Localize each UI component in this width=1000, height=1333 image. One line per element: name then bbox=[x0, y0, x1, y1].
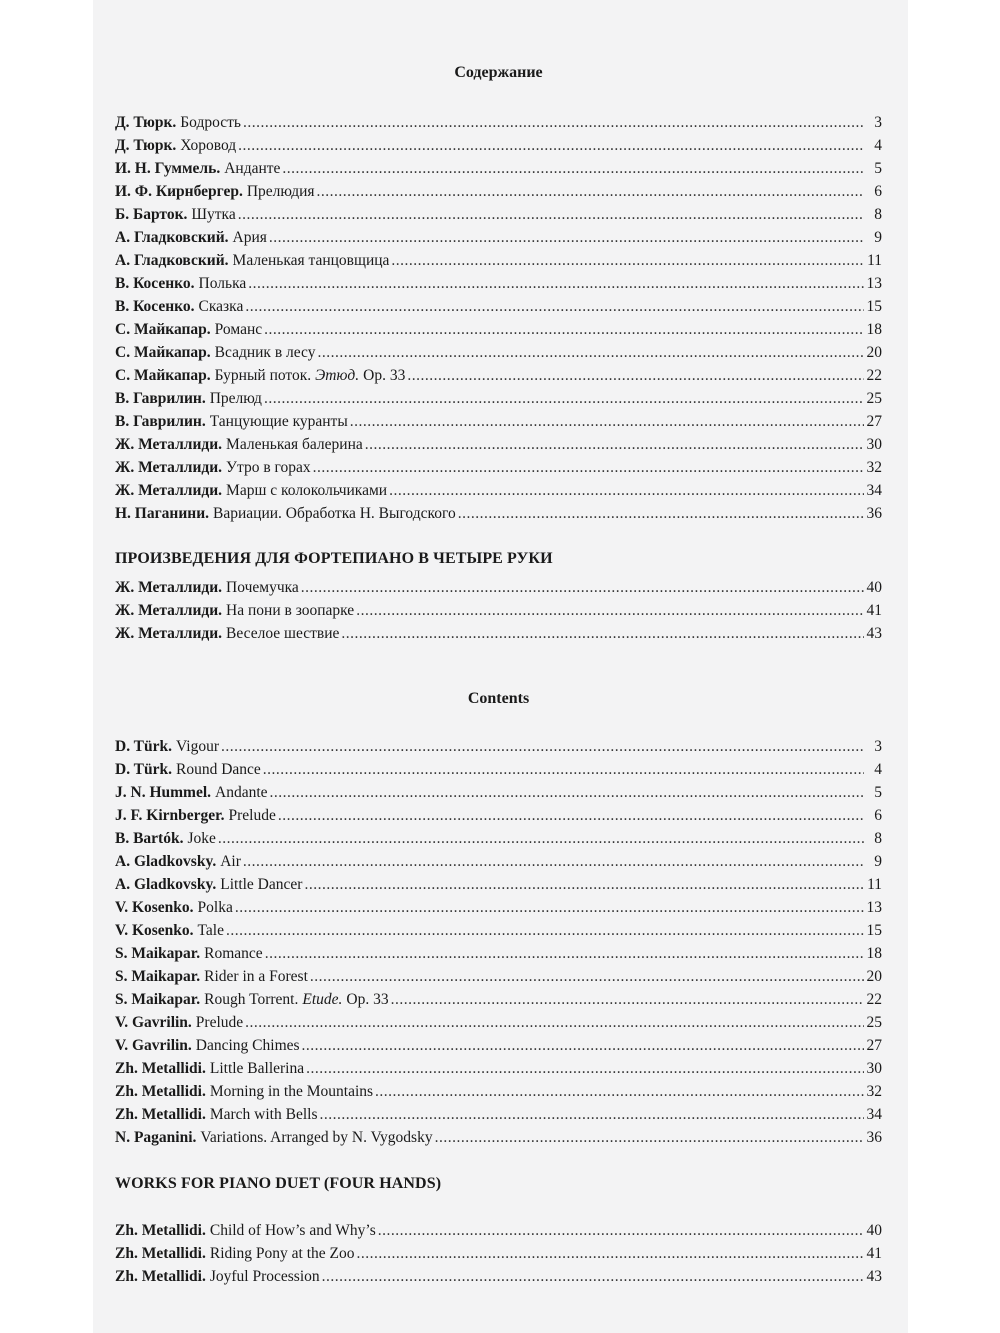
toc-entry bbox=[115, 1265, 882, 1288]
toc-title: Joyful Procession bbox=[209, 1268, 320, 1285]
dot-leader bbox=[458, 502, 864, 525]
toc-page-number: 30 bbox=[866, 1060, 882, 1077]
toc-composer: V. Kosenko. bbox=[115, 899, 194, 916]
toc-composer: N. Paganini. bbox=[115, 1129, 197, 1146]
toc-composer: Ж. Металлиди. bbox=[115, 459, 223, 476]
toc-page-number: 40 bbox=[866, 579, 882, 596]
toc-entry bbox=[115, 1080, 882, 1103]
toc-title: Сказка bbox=[198, 298, 244, 315]
toc-composer: Д. Тюрк. bbox=[115, 114, 177, 131]
toc-title: Riding Pony at the Zoo bbox=[209, 1245, 355, 1262]
toc-page-number: 30 bbox=[866, 436, 882, 453]
dot-leader bbox=[238, 134, 864, 157]
toc-composer: А. Гладковский. bbox=[115, 252, 229, 269]
toc-title: Маленькая танцовщица bbox=[232, 252, 390, 269]
toc-entry bbox=[115, 410, 882, 433]
toc-title: Бодрость bbox=[180, 114, 241, 131]
toc-page-number: 34 bbox=[866, 1106, 882, 1123]
toc-page-number: 18 bbox=[866, 945, 882, 962]
toc-entry bbox=[115, 1242, 882, 1265]
toc-page-number: 41 bbox=[866, 1245, 882, 1262]
dot-leader bbox=[317, 180, 864, 203]
toc-page-number: 27 bbox=[866, 1037, 882, 1054]
toc-title: Утро в горах bbox=[226, 459, 311, 476]
toc-title: Little Ballerina bbox=[209, 1060, 305, 1077]
toc-page-number: 15 bbox=[866, 922, 882, 939]
toc-page-number: 20 bbox=[866, 968, 882, 985]
toc-title: Rider in a Forest bbox=[204, 968, 308, 985]
dot-leader bbox=[304, 873, 864, 896]
toc-title: Маленькая балерина bbox=[226, 436, 363, 453]
toc-entry bbox=[115, 576, 882, 599]
toc-entry bbox=[115, 850, 882, 873]
dot-leader bbox=[278, 804, 864, 827]
toc-entry bbox=[115, 433, 882, 456]
toc-entry bbox=[115, 295, 882, 318]
toc-entry bbox=[115, 599, 882, 622]
toc-composer: Ж. Металлиди. bbox=[115, 436, 223, 453]
toc-page-number: 40 bbox=[866, 1222, 882, 1239]
ru-contents-heading: Содержание bbox=[454, 64, 543, 81]
toc-entry bbox=[115, 988, 882, 1011]
toc-entry bbox=[115, 1011, 882, 1034]
toc-title-suffix: Op. 33 bbox=[363, 367, 406, 384]
en-contents-heading: Contents bbox=[467, 690, 530, 707]
toc-title: Прелюдия bbox=[246, 183, 315, 200]
toc-entry bbox=[115, 1103, 882, 1126]
toc-page-number: 15 bbox=[866, 298, 882, 315]
toc-entry bbox=[115, 622, 882, 645]
dot-leader bbox=[341, 622, 864, 645]
toc-composer: Ж. Металлиди. bbox=[115, 482, 223, 499]
dot-leader bbox=[302, 1034, 864, 1057]
toc-composer: С. Майкапар. bbox=[115, 321, 211, 338]
toc-composer: В. Косенко. bbox=[115, 298, 195, 315]
toc-entry bbox=[115, 111, 882, 134]
ru-duet-list bbox=[115, 576, 882, 645]
toc-composer: Zh. Metallidi. bbox=[115, 1060, 206, 1077]
toc-entry bbox=[115, 1219, 882, 1242]
toc-page-number: 22 bbox=[866, 367, 882, 384]
toc-title: Хоровод bbox=[180, 137, 237, 154]
toc-title: Prelude bbox=[195, 1014, 244, 1031]
toc-composer: Zh. Metallidi. bbox=[115, 1245, 206, 1262]
toc-title: Бурный поток. bbox=[214, 367, 312, 384]
dot-leader bbox=[243, 111, 864, 134]
toc-title: Веселое шествие bbox=[226, 625, 340, 642]
toc-entry bbox=[115, 735, 882, 758]
toc-entry bbox=[115, 942, 882, 965]
dot-leader bbox=[248, 272, 864, 295]
toc-title: Почемучка bbox=[226, 579, 299, 596]
toc-entry bbox=[115, 502, 882, 525]
toc-composer: В. Гаврилин. bbox=[115, 413, 206, 430]
toc-title-italic: Etude. bbox=[302, 991, 343, 1008]
toc-entry bbox=[115, 1034, 882, 1057]
ru-contents bbox=[115, 64, 882, 525]
toc-composer: Н. Паганини. bbox=[115, 505, 209, 522]
toc-entry bbox=[115, 203, 882, 226]
dot-leader bbox=[221, 735, 864, 758]
toc-page-number: 27 bbox=[866, 413, 882, 430]
toc-page-number: 43 bbox=[866, 625, 882, 642]
en-contents bbox=[115, 690, 882, 1149]
toc-page-number: 41 bbox=[866, 602, 882, 619]
toc-page-number: 3 bbox=[874, 114, 882, 131]
dot-leader bbox=[270, 781, 864, 804]
toc-title: Romance bbox=[204, 945, 263, 962]
dot-leader bbox=[313, 456, 864, 479]
toc-title: Всадник в лесу bbox=[214, 344, 316, 361]
dot-leader bbox=[391, 988, 864, 1011]
dot-leader bbox=[365, 433, 864, 456]
toc-entry bbox=[115, 226, 882, 249]
toc-composer: В. Косенко. bbox=[115, 275, 195, 292]
toc-entry bbox=[115, 965, 882, 988]
toc-entry bbox=[115, 758, 882, 781]
toc-page-number: 4 bbox=[874, 137, 882, 154]
toc-title: Dancing Chimes bbox=[195, 1037, 300, 1054]
dot-leader bbox=[245, 1011, 864, 1034]
toc-composer: Zh. Metallidi. bbox=[115, 1106, 206, 1123]
dot-leader bbox=[235, 896, 864, 919]
toc-entry bbox=[115, 873, 882, 896]
toc-page-number: 4 bbox=[874, 761, 882, 778]
toc-composer: Д. Тюрк. bbox=[115, 137, 177, 154]
dot-leader bbox=[243, 850, 864, 873]
toc-title: Ария bbox=[232, 229, 267, 246]
toc-composer: Ж. Металлиди. bbox=[115, 579, 223, 596]
toc-entry bbox=[115, 804, 882, 827]
toc-composer: A. Gladkovsky. bbox=[115, 876, 217, 893]
toc-page-number: 36 bbox=[866, 1129, 882, 1146]
dot-leader bbox=[218, 827, 864, 850]
toc-title: Joke bbox=[187, 830, 216, 847]
toc-page-number: 8 bbox=[874, 830, 882, 847]
toc-composer: S. Maikapar. bbox=[115, 991, 201, 1008]
dot-leader bbox=[269, 226, 864, 249]
dot-leader bbox=[238, 203, 864, 226]
toc-entry bbox=[115, 781, 882, 804]
toc-title: Andante bbox=[215, 784, 268, 801]
toc-composer: V. Gavrilin. bbox=[115, 1014, 192, 1031]
toc-entry bbox=[115, 364, 882, 387]
dot-leader bbox=[322, 1265, 864, 1288]
toc-page-number: 13 bbox=[866, 899, 882, 916]
dot-leader bbox=[375, 1080, 864, 1103]
toc-composer: Zh. Metallidi. bbox=[115, 1083, 206, 1100]
toc-composer: С. Майкапар. bbox=[115, 367, 211, 384]
toc-page-number: 11 bbox=[867, 252, 882, 269]
dot-leader bbox=[306, 1057, 864, 1080]
toc-entry bbox=[115, 341, 882, 364]
toc-entry bbox=[115, 1057, 882, 1080]
toc-page-number: 9 bbox=[874, 853, 882, 870]
dot-leader bbox=[301, 576, 864, 599]
toc-page-number: 34 bbox=[866, 482, 882, 499]
toc-entry bbox=[115, 157, 882, 180]
toc-page-number: 20 bbox=[866, 344, 882, 361]
toc-composer: Ж. Металлиди. bbox=[115, 602, 223, 619]
toc-title: Round Dance bbox=[176, 761, 261, 778]
toc-page-number: 25 bbox=[866, 390, 882, 407]
toc-title: Child of How’s and Why’s bbox=[209, 1222, 376, 1239]
toc-title: Танцующие куранты bbox=[209, 413, 348, 430]
toc-title: Prelude bbox=[228, 807, 276, 824]
toc-page-number: 25 bbox=[866, 1014, 882, 1031]
toc-title: Марш с колокольчиками bbox=[226, 482, 388, 499]
toc-title: Полька bbox=[198, 275, 247, 292]
toc-entry bbox=[115, 318, 882, 341]
dot-leader bbox=[265, 942, 864, 965]
ru-duet-heading: ПРОИЗВЕДЕНИЯ ДЛЯ ФОРТЕПИАНО В ЧЕТЫРЕ РУКИ bbox=[115, 550, 553, 567]
toc-page-number: 8 bbox=[874, 206, 882, 223]
toc-composer: V. Kosenko. bbox=[115, 922, 194, 939]
toc-entry bbox=[115, 180, 882, 203]
dot-leader bbox=[264, 387, 864, 410]
dot-leader bbox=[407, 364, 864, 387]
toc-composer: В. Гаврилин. bbox=[115, 390, 206, 407]
dot-leader bbox=[226, 919, 864, 942]
toc-page-number: 5 bbox=[874, 784, 882, 801]
toc-page-number: 36 bbox=[866, 505, 882, 522]
en-entry-list bbox=[115, 735, 882, 1149]
toc-entry bbox=[115, 1126, 882, 1149]
toc-title: На пони в зоопарке bbox=[226, 602, 355, 619]
toc-page-number: 6 bbox=[874, 183, 882, 200]
toc-composer: Б. Барток. bbox=[115, 206, 188, 223]
toc-composer: А. Гладковский. bbox=[115, 229, 229, 246]
toc-composer: J. N. Hummel. bbox=[115, 784, 212, 801]
toc-entry bbox=[115, 827, 882, 850]
dot-leader bbox=[350, 410, 864, 433]
toc-title: Tale bbox=[197, 922, 224, 939]
toc-title: Polka bbox=[197, 899, 233, 916]
dot-leader bbox=[310, 965, 864, 988]
toc-composer: С. Майкапар. bbox=[115, 344, 211, 361]
dot-leader bbox=[282, 157, 864, 180]
dot-leader bbox=[245, 295, 864, 318]
toc-composer: И. Н. Гуммель. bbox=[115, 160, 221, 177]
toc-title: Шутка bbox=[191, 206, 236, 223]
toc-page-number: 13 bbox=[866, 275, 882, 292]
toc-page-number: 11 bbox=[867, 876, 882, 893]
ru-entry-list bbox=[115, 111, 882, 525]
toc-title-italic: Этюд. bbox=[315, 367, 360, 384]
toc-entry bbox=[115, 134, 882, 157]
toc-page-number: 43 bbox=[866, 1268, 882, 1285]
toc-title: Variations. Arranged by N. Vygodsky bbox=[200, 1129, 433, 1146]
toc-title: Morning in the Mountains bbox=[209, 1083, 374, 1100]
toc-entry bbox=[115, 919, 882, 942]
dot-leader bbox=[356, 599, 864, 622]
toc-page-number: 32 bbox=[866, 1083, 882, 1100]
toc-page-number: 18 bbox=[866, 321, 882, 338]
toc-composer: S. Maikapar. bbox=[115, 945, 201, 962]
toc-composer: Zh. Metallidi. bbox=[115, 1222, 206, 1239]
dot-leader bbox=[357, 1242, 864, 1265]
toc-title: Романс bbox=[214, 321, 263, 338]
dot-leader bbox=[264, 318, 864, 341]
en-duet-heading: WORKS FOR PIANO DUET (FOUR HANDS) bbox=[115, 1175, 442, 1192]
toc-page-number: 3 bbox=[874, 738, 882, 755]
toc-title: Вариации. Обработка Н. Выгодского bbox=[213, 505, 456, 522]
toc-title: Анданте bbox=[224, 160, 281, 177]
en-duet-list bbox=[115, 1219, 882, 1288]
toc-entry bbox=[115, 479, 882, 502]
toc-entry bbox=[115, 456, 882, 479]
toc-composer: И. Ф. Кирнбергер. bbox=[115, 183, 243, 200]
toc-composer: Ж. Металлиди. bbox=[115, 625, 223, 642]
toc-title: Vigour bbox=[176, 738, 219, 755]
toc-composer: Zh. Metallidi. bbox=[115, 1268, 206, 1285]
dot-leader bbox=[319, 1103, 864, 1126]
toc-page-number: 6 bbox=[874, 807, 882, 824]
toc-composer: D. Türk. bbox=[115, 738, 172, 755]
toc-entry bbox=[115, 272, 882, 295]
toc-page-number: 9 bbox=[874, 229, 882, 246]
toc-title: Прелюд bbox=[209, 390, 262, 407]
toc-composer: B. Bartók. bbox=[115, 830, 184, 847]
toc-composer: S. Maikapar. bbox=[115, 968, 201, 985]
dot-leader bbox=[389, 479, 864, 502]
toc-entry bbox=[115, 896, 882, 919]
toc-title: Little Dancer bbox=[220, 876, 303, 893]
dot-leader bbox=[263, 758, 864, 781]
toc-title-suffix: Op. 33 bbox=[346, 991, 389, 1008]
toc-composer: D. Türk. bbox=[115, 761, 172, 778]
dot-leader bbox=[435, 1126, 864, 1149]
toc-composer: A. Gladkovsky. bbox=[115, 853, 217, 870]
dot-leader bbox=[391, 249, 864, 272]
toc-page-number: 22 bbox=[866, 991, 882, 1008]
toc-entry bbox=[115, 249, 882, 272]
toc-title: Air bbox=[220, 853, 241, 870]
toc-entry bbox=[115, 387, 882, 410]
dot-leader bbox=[378, 1219, 864, 1242]
toc-composer: J. F. Kirnberger. bbox=[115, 807, 225, 824]
en-duet-section bbox=[115, 1175, 882, 1288]
ru-duet-section bbox=[115, 550, 882, 645]
toc-title: Rough Torrent. bbox=[204, 991, 299, 1008]
toc-composer: V. Gavrilin. bbox=[115, 1037, 192, 1054]
toc-page-number: 5 bbox=[874, 160, 882, 177]
toc-page-number: 32 bbox=[866, 459, 882, 476]
dot-leader bbox=[317, 341, 864, 364]
toc-title: March with Bells bbox=[209, 1106, 318, 1123]
